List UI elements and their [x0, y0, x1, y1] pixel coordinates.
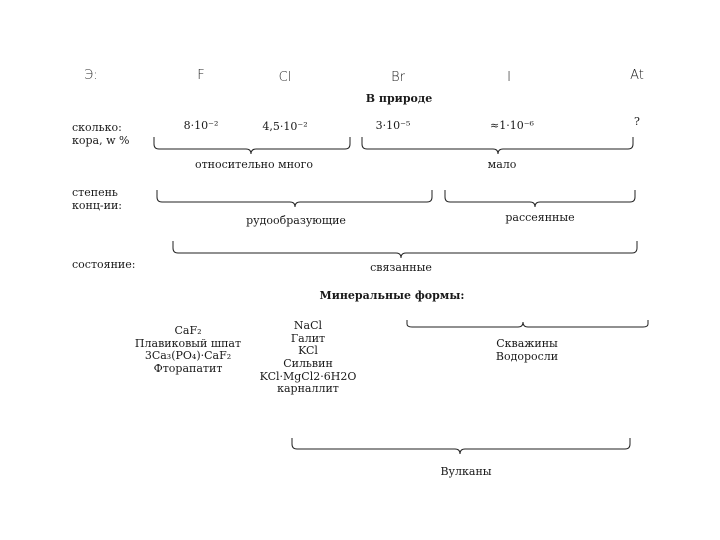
state-label: состояние:: [72, 258, 136, 271]
abundance-label-line-2: кора, w %: [72, 133, 130, 147]
group-relatively-many: относительно много: [194, 158, 314, 171]
element-astatine: At: [630, 68, 644, 83]
fluorine-minerals-line-1: CaF₂: [174, 324, 202, 337]
chlorine-minerals-line-1: NaCl: [293, 319, 323, 332]
volcanoes: Вулканы: [440, 465, 492, 478]
chlorine-minerals-line-6: карналлит: [277, 382, 339, 396]
chlorine-minerals-line-5: KCl·MgCl2·6H2O: [259, 369, 357, 383]
minerals-title: Минеральные формы:: [319, 289, 465, 302]
fluorine-minerals-line-4: Фторапатит: [153, 361, 223, 375]
abundance-bromine: 3·10⁻⁵: [375, 119, 411, 132]
state-bound: связанные: [370, 261, 432, 274]
header-label: Э:: [84, 68, 98, 83]
abundance-astatine: ?: [634, 115, 640, 128]
brace-bound: [173, 241, 637, 258]
element-chlorine: Cl: [278, 70, 292, 85]
abundance-fluorine: 8·10⁻²: [183, 119, 219, 132]
fluorine-minerals-line-3: 3Ca₃(PO₄)·CaF₂: [144, 349, 232, 363]
abundance-chlorine: 4,5·10⁻²: [262, 120, 308, 133]
brace-relatively-many: [154, 137, 350, 154]
chlorine-minerals-line-2: Галит: [290, 331, 326, 345]
brace-sources: [407, 320, 648, 327]
brace-few: [362, 137, 633, 154]
element-iodine: I: [507, 70, 511, 85]
fluorine-minerals-line-2: Плавиковый шпат: [134, 336, 242, 350]
abundance-iodine: ≈1·10⁻⁶: [490, 119, 534, 132]
concentration-label-line-2: конц-ии:: [72, 198, 122, 212]
abundance-label-line-1: сколько:: [72, 121, 122, 134]
section-title: В природе: [365, 92, 433, 105]
dispersed: рассеянные: [505, 211, 575, 224]
iodine-sources-line-2: Водоросли: [495, 349, 559, 363]
brace-dispersed: [445, 190, 635, 207]
brace-ore-forming: [157, 190, 432, 207]
chlorine-minerals-line-4: Сильвин: [283, 356, 333, 370]
group-few: мало: [487, 158, 517, 171]
chlorine-minerals-line-3: KCl: [298, 344, 318, 358]
concentration-label-line-1: степень: [72, 186, 118, 199]
ore-forming: рудообразующие: [246, 214, 346, 227]
element-bromine: Br: [391, 70, 405, 85]
element-fluorine: F: [197, 68, 205, 83]
brace-volcanoes: [292, 438, 630, 454]
iodine-sources-line-1: Скважины: [496, 337, 558, 350]
